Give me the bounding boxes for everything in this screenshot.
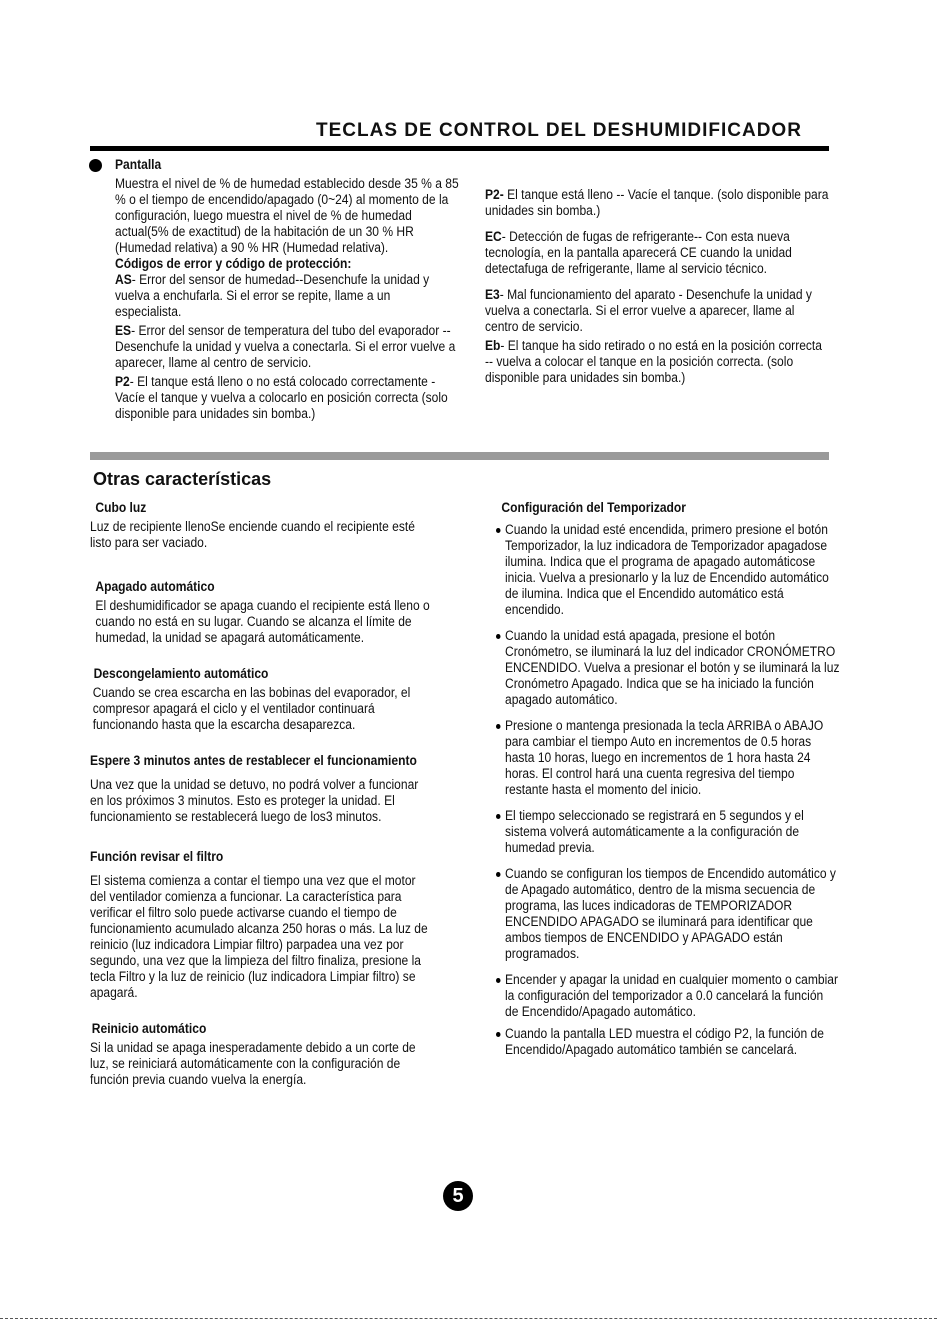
bullet-icon [496, 634, 501, 639]
pantalla-block [115, 176, 459, 422]
bullet-text: Presione o mantenga presionada la tecla ARRIBA o ABAJO para cambiar el tiempo Auto en incrementos de 0.5 horas hasta 10 horas, luego en incrementos de 1 hora hasta 24 horas. El control hará una cuenta regresiva del tiempo restante hasta el momento del inicio. [505, 718, 824, 797]
page-number: 5 [443, 1181, 473, 1211]
timer-bullet [496, 1026, 840, 1058]
bullet-text: Cuando se configuran los tiempos de Encendido automático y de Apagado automático, dentro de la misma secuencia de programa, las luces indicadoras de TEMPORIZADOR ENCENDIDO APAGADO se iluminará para identificar que ambos tiempos de ENCENDIDO y APAGADO están programados. [505, 866, 836, 961]
section-heading: Descongelamiento automático [93, 666, 269, 681]
bullet-icon [496, 528, 501, 533]
section-heading: Función revisar el filtro [90, 849, 224, 864]
code-p2 [115, 374, 459, 422]
crop-line [0, 1318, 937, 1319]
code-as [115, 272, 459, 320]
section-body: El sistema comienza a contar el tiempo una vez que el motor del ventilador comienza a funcionar. La característica para verificar el filtro solo puede activarse cuando el tiempo de funcionamiento acumulado alcanza 250 horas o más. La luz de reinicio (luz indicadora Limpiar filtro) parpadea una vez por segundo, una vez que la limpieza del filtro finaliza, presione la tecla Filtro y la luz de reinicio (luz indicadora Limpiar filtro) se apagará. [90, 873, 428, 1000]
otras-left-column [90, 500, 434, 1088]
bullet-icon [496, 978, 501, 983]
page-title: TECLAS DE CONTROL DEL DESHUMIDIFICADOR [316, 120, 802, 141]
bullet-text: Encender y apagar la unidad en cualquier momento o cambiar la configuración del temporizador a 0.0 cancelará la función de Encendido/Apagado automático. [505, 972, 838, 1019]
pantalla-body: Muestra el nivel de % de humedad establecido desde 35 % a 85 % o el tiempo de encendido/apagado (0~24) al momento de la configuración, luego muestra el nivel de % de humedad actual(5% de exactitud) de la habitación de un 30 % HR (Humedad relativa) a 90 % HR (Humedad relativa). [115, 176, 459, 255]
code-eb [485, 338, 829, 386]
timer-bullet [496, 972, 840, 1020]
pantalla-heading: Pantalla [115, 157, 162, 172]
section-body: Cuando se crea escarcha en las bobinas del evaporador, el compresor apagará el ciclo y el ventilador continuará funcionando hasta que la escarcha desaparezca. [92, 685, 411, 732]
code-label: P2- [485, 187, 504, 202]
code-es [115, 323, 459, 371]
timer-bullet [496, 628, 840, 708]
bullet-icon [89, 159, 102, 172]
section-heading: Reinicio automático [91, 1021, 207, 1036]
code-label: EC [485, 229, 502, 244]
section-heading: Apagado automático [95, 579, 215, 594]
bullet-text: El tiempo seleccionado se registrará en 5 segundos y el sistema volverá automáticamente a la configuración de humedad previa. [505, 808, 804, 855]
code-text: - Mal funcionamiento del aparato - Desenchufe la unidad y vuelva a conectarla. Si el error vuelve a aparecer, llame al centro de servicio. [485, 287, 812, 334]
code-text: - Detección de fugas de refrigerante-- Con esta nueva tecnología, en la pantalla aparecerá CE cuando la unidad detectafuga de refrigerante, llame al servicio técnico. [485, 229, 792, 276]
timer-bullet [496, 718, 840, 798]
right-codes [485, 187, 829, 386]
timer-bullet [496, 522, 840, 618]
section-body: El deshumidificador se apaga cuando el recipiente está lleno o cuando no está en su lugar. Cuando se alcanza el límite de humedad, la unidad se apagará automáticamente. [95, 598, 430, 645]
bullet-icon [496, 872, 501, 877]
section-body: Si la unidad se apaga inesperadamente debido a un corte de luz, se reiniciará automáticamente con la configuración de función previa cuando vuelva la energía. [90, 1040, 416, 1087]
code-label: E3 [485, 287, 500, 302]
section-heading: Cubo luz [95, 500, 147, 515]
code-text: El tanque está lleno -- Vacíe el tanque. (solo disponible para unidades sin bomba.) [485, 187, 829, 218]
timer-column [496, 500, 840, 1058]
timer-bullet [496, 866, 840, 962]
section-title: Otras características [93, 469, 272, 489]
section-body: Luz de recipiente llenoSe enciende cuando el recipiente esté listo para ser vaciado. [90, 519, 415, 550]
code-label: ES [115, 323, 132, 338]
code-e3 [485, 287, 829, 335]
timer-heading: Configuración del Temporizador [501, 500, 686, 515]
code-p2-right [485, 187, 829, 219]
code-ec [485, 229, 829, 277]
code-label: P2 [115, 374, 130, 389]
code-text: - Error del sensor de humedad--Desenchufe la unidad y vuelva a enchufarla. Si el error se repite, llame a un especialista. [115, 272, 430, 319]
bullet-text: Cuando la pantalla LED muestra el código P2, la función de Encendido/Apagado automático también se cancelará. [505, 1026, 824, 1057]
timer-bullet [496, 808, 840, 856]
bullet-icon [496, 724, 501, 729]
bullet-text: Cuando la unidad está apagada, presione el botón Cronómetro, se iluminará la luz del indicador CRONÓMETRO ENCENDIDO. Vuelva a presionar el botón y se iluminará la luz Cronómetro Apagado. Indica que se ha iniciado la función apagado automático. [505, 628, 840, 707]
section-divider [90, 452, 829, 460]
section-heading: Espere 3 minutos antes de restablecer el funcionamiento [90, 753, 417, 768]
bullet-text: Cuando la unidad esté encendida, primero presione el botón Temporizador, la luz indicadora de Temporizador apagadose ilumina. Indica que el programa de apagado automáticose inicia. Vuelva a presionarlo y la luz de Encendido automático de ilumina. Indica que el Encendido automático está encendido. [505, 522, 829, 617]
section-body: Una vez que la unidad se detuvo, no podrá volver a funcionar en los próximos 3 minutos. Esto es proteger la unidad. El funcionamiento se restablecerá luego de los3 minutos. [90, 777, 419, 824]
code-label: AS [115, 272, 132, 287]
codes-heading: Códigos de error y código de protección: [115, 256, 352, 271]
code-label: Eb [485, 338, 501, 353]
code-text: - Error del sensor de temperatura del tubo del evaporador -- Desenchufe la unidad y vuelva a conectarla. Si el error vuelve a aparecer, llame al centro de servicio. [115, 323, 456, 370]
code-text: - El tanque ha sido retirado o no está en la posición correcta -- vuelva a colocar el tanque en la posición correcta. (solo disponible para unidades sin bomba.) [485, 338, 822, 385]
header-rule [90, 146, 829, 151]
bullet-icon [496, 1032, 501, 1037]
code-text: - El tanque está lleno o no está colocado correctamente - Vacíe el tanque y vuelva a colocarlo en posición correcta (solo disponible para unidades sin bomba.) [115, 374, 448, 421]
bullet-icon [496, 814, 501, 819]
